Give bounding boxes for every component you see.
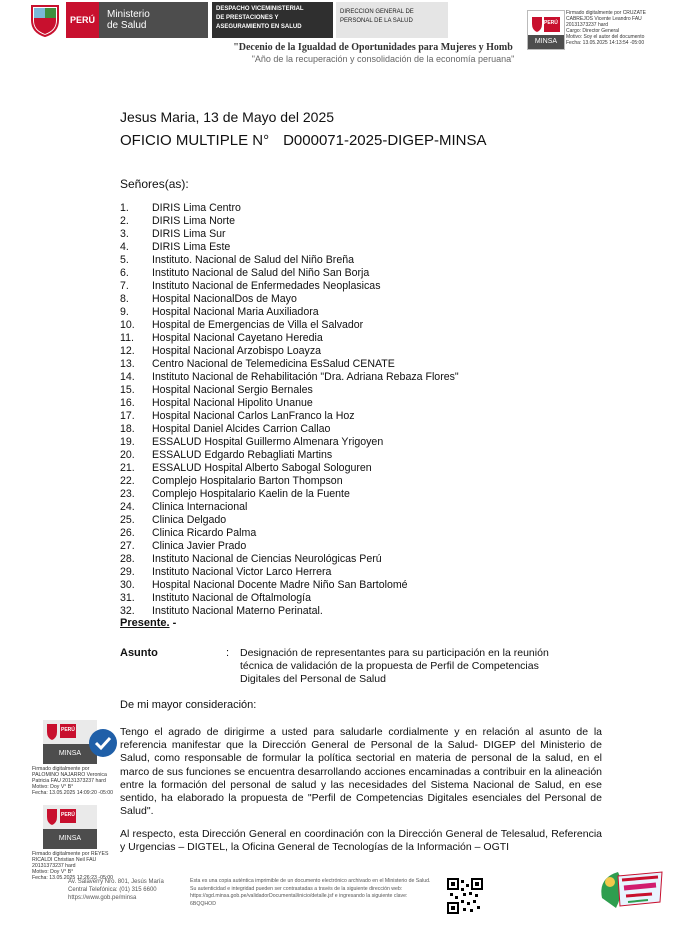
list-item: 14. Instituto Nacional de Rehabilitación "Dra. Adriana Rebaza Flores" bbox=[120, 371, 459, 383]
qr-code-icon bbox=[447, 878, 483, 914]
top-signature-peru: PERÚ bbox=[544, 20, 558, 26]
list-item: 2. DIRIS Lima Norte bbox=[120, 215, 236, 227]
presente-dash: - bbox=[169, 617, 177, 629]
presente-line bbox=[120, 617, 176, 629]
list-item: 16. Hospital Nacional Hipolito Unanue bbox=[120, 397, 313, 409]
top-signature-line-3: 20131373237 hard bbox=[566, 22, 608, 28]
list-item: 7. Instituto Nacional de Enfermedades Neoplasicas bbox=[120, 280, 381, 292]
coat-of-arms-icon bbox=[28, 2, 62, 38]
direction-line-1: DIRECCION GENERAL DE bbox=[340, 9, 414, 15]
vice-line-1: DESPACHO VICEMINISTERIAL bbox=[216, 6, 304, 12]
list-item: 19. ESSALUD Hospital Guillermo Almenara Yrigoyen bbox=[120, 436, 384, 448]
footer-authenticity-note: Esta es una copia auténtica imprimible de un documento electrónico archivado en el Ministerio de Salud. Su autenticidad e integridad pueden ser contrastadas a través de la siguiente dirección web: https://sgd.minsa.gob.pe/validadorDocumental/inicio/detalle.jsf e ingresando la siguiente clave: 6BQQHOD bbox=[190, 878, 431, 907]
side-signature-2-peru: PERÚ bbox=[61, 812, 75, 818]
list-item: 29. Instituto Nacional Victor Larco Herrera bbox=[120, 566, 332, 578]
ministry-line-2: de Salud bbox=[107, 20, 147, 31]
side-signature-1-minsa: MINSA bbox=[58, 750, 82, 757]
list-item: 21. ESSALUD Hospital Alberto Sabogal Sologuren bbox=[120, 462, 372, 474]
vice-line-2: DE PRESTACIONES Y bbox=[216, 15, 279, 21]
list-item: 5. Instituto. Nacional de Salud del Niño Breña bbox=[120, 254, 354, 266]
peru-badge: PERÚ bbox=[66, 2, 99, 38]
oficio-number: D000071-2025-DIGEP-MINSA bbox=[283, 132, 487, 149]
oficio-title bbox=[120, 132, 487, 149]
side-signature-2-minsa: MINSA bbox=[58, 835, 82, 842]
list-item: 11. Hospital Nacional Cayetano Heredia bbox=[120, 332, 323, 344]
subject-text: Designación de representantes para su participación en la reunión técnica de validación de la propuesta de Perfil de Competencias Digitales del Personal de Salud bbox=[240, 647, 549, 685]
list-item: 23. Complejo Hospitalario Kaelin de la Fuente bbox=[120, 488, 350, 500]
top-signature-line-6: Fecha: 13.05.2025 14:13:54 -05:00 bbox=[566, 40, 645, 46]
list-item: 26. Clinica Ricardo Palma bbox=[120, 527, 257, 539]
list-item: 27. Clinica Javier Prado bbox=[120, 540, 247, 552]
body-paragraph-1: Tengo el agrado de dirigirme a usted para saludarle cordialmente y en relación al asunto de la referencia manifestar que la Dirección General de Personal de la Salud- DIGEP del Ministerio de Salud, como responsable de formular la política sectorial en materia de personal de la salud, en el marco de sus funciones se encuentra desarrollando acciones encaminadas a contribuir en la alineación entre la formación del personal de salud y las necesidades del Sistema Nacional de Salud, en ese sentido, ha elaborado la propuesta de "Perfil de Competencias Digitales esenciales del Personal de Salud". bbox=[120, 726, 602, 818]
top-signature-text bbox=[566, 10, 686, 46]
list-item: 31. Instituto Nacional de Oftalmología bbox=[120, 592, 311, 604]
vice-line-3: ASEGURAMIENTO EN SALUD bbox=[216, 24, 302, 30]
side-signature-2-text: Firmado digitalmente por REYES RICALDI Christian Neil FAU 20131373237 hard Motivo: Doy V° B° Fecha: 13.05.2025 12:26:23 -05:00 bbox=[32, 851, 114, 881]
verified-check-icon bbox=[89, 729, 117, 757]
list-item: 9. Hospital Nacional Maria Auxiliadora bbox=[120, 306, 319, 318]
list-item: 3. DIRIS Lima Sur bbox=[120, 228, 226, 240]
decade-motto: "Decenio de la Igualdad de Oportunidades para Mujeres y Homb bbox=[233, 42, 513, 53]
top-signature-minsa: MINSA bbox=[534, 38, 558, 45]
direction-line-2: PERSONAL DE LA SALUD bbox=[340, 18, 413, 24]
ministry-line-1: Ministerio bbox=[107, 9, 150, 20]
salutation: De mi mayor consideración: bbox=[120, 699, 257, 711]
list-item: 30. Hospital Nacional Docente Madre Niño San Bartolomé bbox=[120, 579, 408, 591]
top-signature-line-1: Firmado digitalmente por CRUZATE bbox=[566, 10, 646, 16]
list-item: 8. Hospital NacionalDos de Mayo bbox=[120, 293, 297, 305]
year-motto: "Año de la recuperación y consolidación de la economía peruana" bbox=[251, 54, 515, 64]
list-item: 18. Hospital Daniel Alcides Carrion Callao bbox=[120, 423, 331, 435]
side-signature-stamp-2 bbox=[43, 805, 97, 849]
body-paragraph-2: Al respecto, esta Dirección General en coordinación con la Dirección General de Telesalud, Referencia y Urgencias – DIGTEL, la Oficina General de Tecnologías de la Información – OGTI bbox=[120, 828, 602, 854]
subject-label: Asunto bbox=[120, 647, 158, 659]
list-item: 32. Instituto Nacional Materno Perinatal. bbox=[120, 605, 323, 617]
list-item: 15. Hospital Nacional Sergio Bernales bbox=[120, 384, 313, 396]
campaign-logo-icon bbox=[596, 858, 664, 920]
list-item: 10. Hospital de Emergencias de Villa el Salvador bbox=[120, 319, 364, 331]
greeting: Señores(as): bbox=[120, 177, 189, 191]
list-item: 24. Clinica Internacional bbox=[120, 501, 248, 513]
list-item: 1. DIRIS Lima Centro bbox=[120, 202, 241, 214]
oficio-label: OFICIO MULTIPLE N° bbox=[120, 132, 270, 149]
list-item: 20. ESSALUD Edgardo Rebagliati Martins bbox=[120, 449, 333, 461]
list-item: 17. Hospital Nacional Carlos LanFranco la Hoz bbox=[120, 410, 355, 422]
footer-address: Av. Salaverry Nro. 801, Jesús María Central Telefónica: (01) 315 6600 https://www.gob.pe/minsa bbox=[68, 879, 164, 901]
list-item: 4. DIRIS Lima Este bbox=[120, 241, 231, 253]
list-item: 6. Instituto Nacional de Salud del Niño San Borja bbox=[120, 267, 370, 279]
place-date: Jesus Maria, 13 de Mayo del 2025 bbox=[120, 109, 335, 125]
list-item: 25. Clinica Delgado bbox=[120, 514, 227, 526]
side-signature-1-text: Firmado digitalmente por PALOMINO NAJARRO Veronica Patricia FAU 20131373237 hard Motivo: Doy V° B° Fecha: 13.05.2025 14:09:20 -05:00 bbox=[32, 766, 114, 796]
ministry-badge bbox=[99, 2, 208, 38]
recipient-list bbox=[120, 202, 459, 618]
list-item: 13. Centro Nacional de Telemedicina EsSalud CENATE bbox=[120, 358, 395, 370]
top-signature-line-5: Motivo: Soy el autor del documento bbox=[566, 34, 645, 40]
subject-colon: : bbox=[226, 647, 230, 659]
list-item: 22. Complejo Hospitalario Barton Thompson bbox=[120, 475, 343, 487]
vice-ministry-badge bbox=[212, 2, 333, 38]
presente-label: Presente. bbox=[120, 617, 170, 629]
list-item: 28. Instituto Nacional de Ciencias Neurológicas Perú bbox=[120, 553, 382, 565]
top-signature-line-2: CABREJOS Vicente Leandro FAU bbox=[566, 16, 642, 22]
top-signature-line-4: Cargo: Director General bbox=[566, 28, 620, 34]
list-item: 12. Hospital Nacional Arzobispo Loayza bbox=[120, 345, 322, 357]
side-signature-1-peru: PERÚ bbox=[61, 727, 75, 733]
direction-badge bbox=[336, 2, 448, 38]
